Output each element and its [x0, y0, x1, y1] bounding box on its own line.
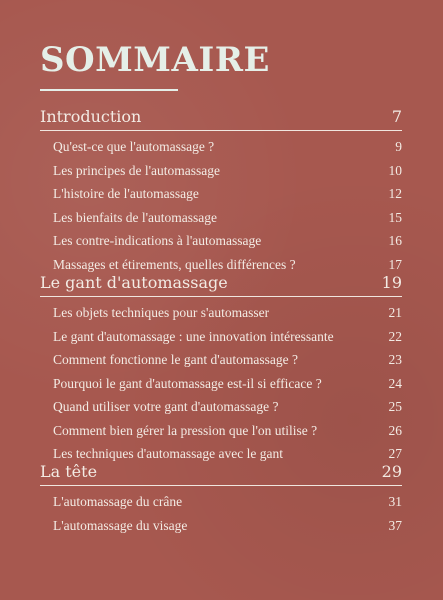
toc-entry-page: 23: [388, 352, 402, 367]
toc-entry-page: 9: [395, 139, 402, 154]
toc-entry-label: Comment fonctionne le gant d'automassage ?: [53, 352, 298, 367]
toc-entry[interactable]: [40, 395, 402, 419]
toc-entry-label: Quand utiliser votre gant d'automassage ?: [53, 399, 279, 414]
toc-entry-label: L'automassage du visage: [53, 517, 188, 533]
toc-entry[interactable]: [40, 182, 402, 206]
section-la-tete: [40, 461, 402, 537]
section-divider: [40, 130, 402, 131]
section-label: Le gant d'automassage: [40, 273, 228, 292]
section-heading[interactable]: [40, 461, 402, 483]
toc-entry-page: 12: [388, 186, 402, 201]
toc-entry-page: 17: [388, 256, 402, 272]
toc-entry[interactable]: [40, 206, 402, 230]
toc-entry[interactable]: [40, 301, 402, 325]
toc-entry-page: 24: [388, 375, 402, 391]
toc-entry-label: Pourquoi le gant d'automassage est-il si efficace ?: [53, 375, 322, 391]
toc-entry-page: 16: [388, 233, 402, 248]
toc-entry-page: 22: [388, 328, 402, 344]
toc-entry-label: Comment bien gérer la pression que l'on utilise ?: [53, 422, 318, 438]
toc-entry-page: 26: [388, 422, 402, 438]
toc-entry[interactable]: [40, 419, 402, 443]
section-divider: [40, 485, 402, 486]
toc-entry-label: Les principes de l'automassage: [53, 162, 221, 178]
toc-entry-label: Massages et étirements, quelles différences ?: [53, 256, 296, 272]
toc-entry[interactable]: [40, 135, 402, 159]
toc-entry-page: 15: [388, 209, 402, 225]
toc-entry[interactable]: [40, 514, 402, 538]
toc-entry[interactable]: [40, 348, 402, 372]
toc-entry-page: 25: [388, 399, 402, 414]
toc-entry-page: 37: [388, 517, 402, 533]
section-page-number: 7: [391, 107, 402, 126]
section-gant-automassage: [40, 272, 402, 466]
section-heading[interactable]: [40, 272, 402, 294]
section-heading[interactable]: [40, 106, 402, 128]
toc-entry-page: 10: [388, 162, 402, 178]
toc-entry-page: 21: [388, 305, 402, 320]
toc-entry-label: Les contre-indications à l'automassage: [53, 233, 262, 248]
toc-entry-page: 31: [388, 494, 402, 509]
section-label: Introduction: [40, 107, 142, 126]
toc-entry-label: Les bienfaits de l'automassage: [53, 209, 218, 225]
toc-entry-label: Qu'est-ce que l'automassage ?: [53, 139, 215, 154]
section-label: La tête: [40, 462, 98, 481]
toc-entry[interactable]: [40, 490, 402, 514]
title-underline: [40, 89, 178, 91]
toc-entry-page: 27: [388, 446, 402, 461]
section-divider: [40, 296, 402, 297]
toc-entry[interactable]: [40, 372, 402, 396]
toc-entry-label: Les objets techniques pour s'automasser: [53, 305, 270, 320]
toc-entry[interactable]: [40, 229, 402, 253]
toc-entry-label: L'histoire de l'automassage: [53, 186, 199, 201]
toc-entry[interactable]: [40, 325, 402, 349]
toc-entry-label: L'automassage du crâne: [53, 494, 183, 509]
section-introduction: [40, 106, 402, 276]
section-page-number: 19: [381, 273, 402, 292]
toc-entry-label: Le gant d'automassage : une innovation intéressante: [53, 328, 334, 344]
toc-entry[interactable]: [40, 159, 402, 183]
section-page-number: 29: [381, 462, 402, 481]
toc-entry-label: Les techniques d'automassage avec le gant: [53, 446, 283, 461]
page-title: SOMMAIRE: [40, 40, 270, 80]
